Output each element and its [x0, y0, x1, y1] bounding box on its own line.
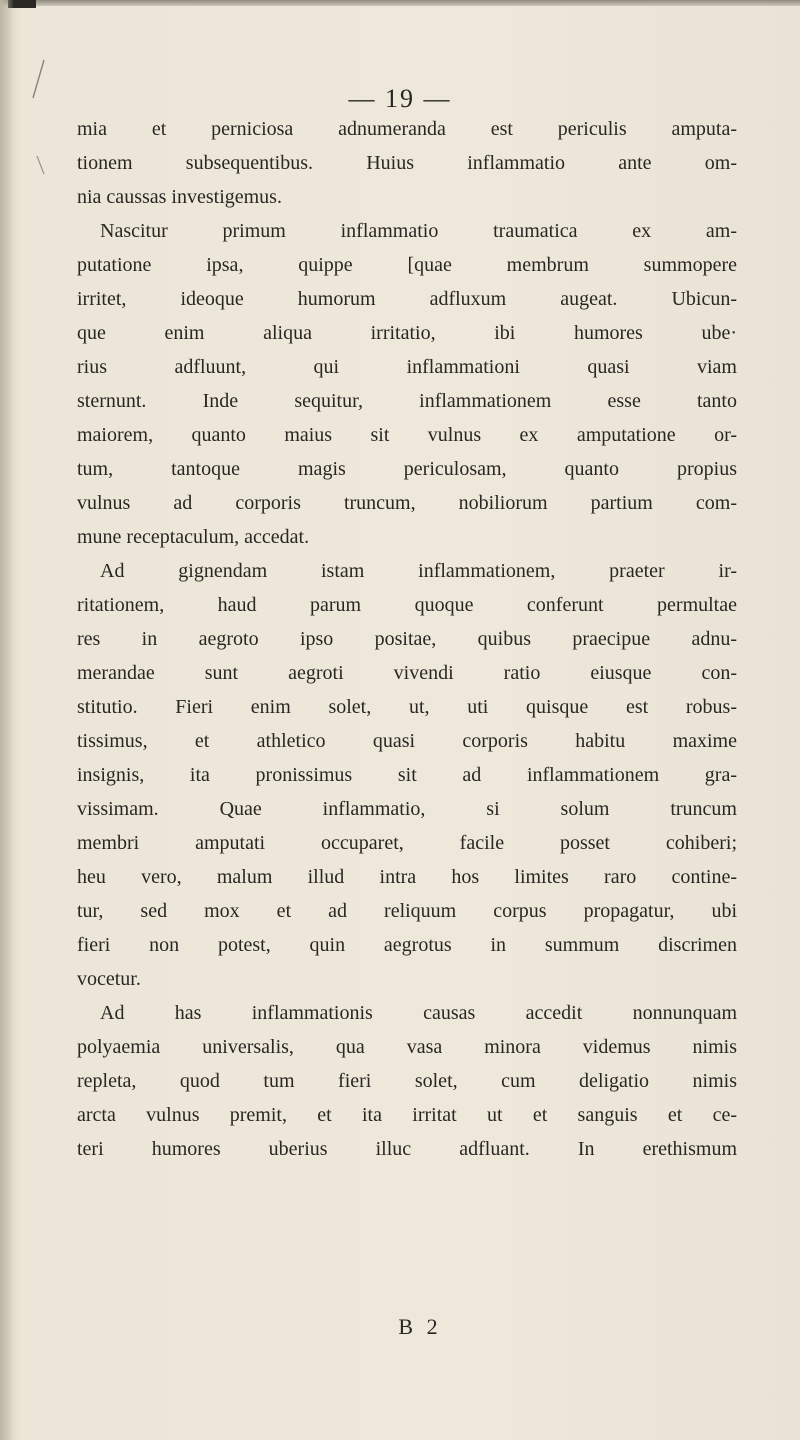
text-line: tionem subsequentibus. Huius inflammatio ante om- — [77, 152, 737, 174]
signature-mark: B 2 — [398, 1314, 442, 1339]
text-line: nia caussas investigemus. — [77, 186, 282, 208]
text-line: vulnus ad corporis truncum, nobiliorum partium com- — [77, 492, 737, 514]
text-line: mune receptaculum, accedat. — [77, 526, 310, 548]
text-line: fieri non potest, quin aegrotus in summum discrimen — [77, 934, 737, 956]
text-line: rius adfluunt, qui inflammationi quasi viam — [77, 356, 737, 378]
text-line: putatione ipsa, quippe [quae membrum summopere — [77, 254, 737, 276]
text-line: merandae sunt aegroti vivendi ratio eiusque con- — [77, 662, 737, 684]
text-line: polyaemia universalis, qua vasa minora videmus nimis — [77, 1036, 737, 1058]
text-line: membri amputati occuparet, facile posset cohiberi; — [77, 832, 737, 854]
text-line: ritationem, haud parum quoque conferunt permultae — [77, 594, 737, 616]
text-line: maiorem, quanto maius sit vulnus ex amputatione or- — [77, 424, 737, 446]
body-text — [77, 112, 737, 1166]
binding-shadow — [0, 0, 14, 1440]
page-top-edge — [0, 0, 800, 6]
text-line: vissimam. Quae inflammatio, si solum truncum — [77, 798, 737, 820]
text-line: sternunt. Inde sequitur, inflammationem esse tanto — [77, 390, 737, 412]
text-line: insignis, ita pronissimus sit ad inflammationem gra- — [77, 764, 737, 786]
margin-pen-mark — [28, 58, 48, 178]
text-line: tissimus, et athletico quasi corporis habitu maxime — [77, 730, 737, 752]
text-line: repleta, quod tum fieri solet, cum deligatio nimis — [77, 1070, 737, 1092]
page-number: — 19 — — [348, 84, 452, 113]
text-line: mia et perniciosa adnumeranda est periculis amputa- — [77, 118, 737, 140]
text-line: arcta vulnus premit, et ita irritat ut et sanguis et ce- — [77, 1104, 737, 1126]
text-line: res in aegroto ipso positae, quibus praecipue adnu- — [77, 628, 737, 650]
text-line: Nascitur primum inflammatio traumatica ex am- — [100, 220, 737, 242]
text-line: tum, tantoque magis periculosam, quanto propius — [77, 458, 737, 480]
text-line: irritet, ideoque humorum adfluxum augeat. Ubicun- — [77, 288, 737, 310]
text-line: heu vero, malum illud intra hos limites raro contine- — [77, 866, 737, 888]
text-line: que enim aliqua irritatio, ibi humores ube· — [77, 322, 737, 344]
text-line: vocetur. — [77, 968, 141, 990]
text-line: Ad has inflammationis causas accedit nonnunquam — [100, 1002, 737, 1024]
text-line: stitutio. Fieri enim solet, ut, uti quisque est robus- — [77, 696, 737, 718]
text-line: tur, sed mox et ad reliquum corpus propagatur, ubi — [77, 900, 737, 922]
text-line: Ad gignendam istam inflammationem, praeter ir- — [100, 560, 737, 582]
text-line: teri humores uberius illuc adfluant. In erethismum — [77, 1138, 737, 1160]
